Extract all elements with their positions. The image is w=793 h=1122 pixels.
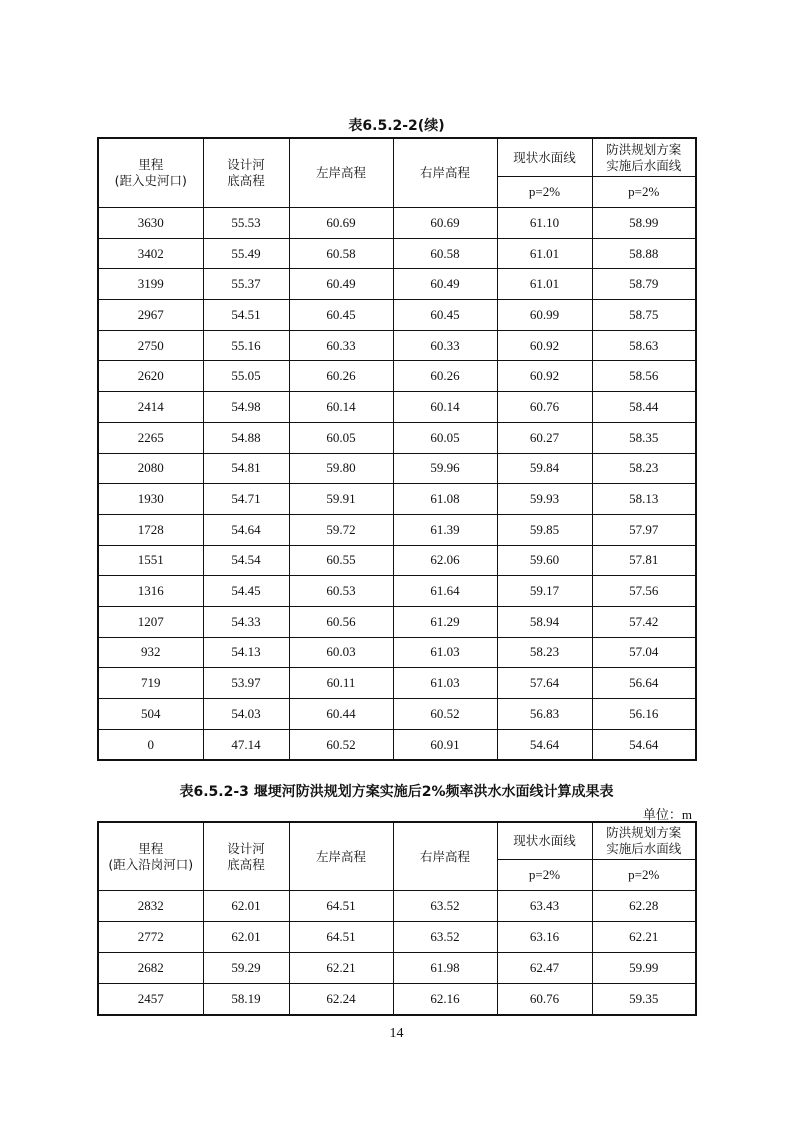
table-cell: 2265 [98, 422, 203, 453]
table-cell: 64.51 [289, 891, 393, 922]
table-cell: 54.81 [203, 453, 289, 484]
table-row [98, 361, 696, 392]
table-cell: 3630 [98, 208, 203, 239]
table-cell: 61.03 [393, 637, 497, 668]
table1 [97, 137, 697, 761]
table-cell: 60.14 [289, 392, 393, 423]
table-cell: 60.53 [289, 576, 393, 607]
table-cell: 60.14 [393, 392, 497, 423]
header-p-current: p=2% [497, 860, 592, 891]
table-cell: 58.88 [592, 238, 696, 269]
table-cell: 60.45 [393, 300, 497, 331]
table-cell: 58.23 [592, 453, 696, 484]
table-cell: 55.16 [203, 330, 289, 361]
table-cell: 0 [98, 729, 203, 760]
table-cell: 60.26 [289, 361, 393, 392]
table-cell: 58.35 [592, 422, 696, 453]
table-cell: 54.45 [203, 576, 289, 607]
table-cell: 61.10 [497, 208, 592, 239]
table-cell: 64.51 [289, 922, 393, 953]
table1-title: 表6.5.2-2(续) [348, 118, 445, 134]
table-cell: 54.33 [203, 606, 289, 637]
table-cell: 61.01 [497, 238, 592, 269]
table-cell: 60.26 [393, 361, 497, 392]
table-cell: 3402 [98, 238, 203, 269]
table-cell: 504 [98, 699, 203, 730]
table-cell: 59.91 [289, 484, 393, 515]
table-cell: 59.35 [592, 984, 696, 1016]
table-cell: 1551 [98, 545, 203, 576]
table-cell: 61.08 [393, 484, 497, 515]
table-cell: 3199 [98, 269, 203, 300]
table-cell: 58.19 [203, 984, 289, 1016]
header-p-plan: p=2% [592, 860, 696, 891]
table-cell: 60.49 [393, 269, 497, 300]
table-cell: 57.04 [592, 637, 696, 668]
header-mileage: 里程 (距入史河口) [98, 138, 203, 208]
table-cell: 59.72 [289, 514, 393, 545]
table-cell: 2772 [98, 922, 203, 953]
table-cell: 62.06 [393, 545, 497, 576]
table-cell: 62.16 [393, 984, 497, 1016]
table-cell: 60.03 [289, 637, 393, 668]
table-cell: 60.33 [393, 330, 497, 361]
table-cell: 62.28 [592, 891, 696, 922]
table-row [98, 484, 696, 515]
table-cell: 60.11 [289, 668, 393, 699]
table-cell: 53.97 [203, 668, 289, 699]
table-cell: 55.05 [203, 361, 289, 392]
table-row [98, 953, 696, 984]
table-cell: 61.64 [393, 576, 497, 607]
table-cell: 60.05 [393, 422, 497, 453]
table-cell: 59.85 [497, 514, 592, 545]
table-cell: 60.92 [497, 330, 592, 361]
table-cell: 63.43 [497, 891, 592, 922]
table-row [98, 208, 696, 239]
table-cell: 58.99 [592, 208, 696, 239]
table-cell: 58.75 [592, 300, 696, 331]
table-cell: 60.52 [289, 729, 393, 760]
table-cell: 54.64 [592, 729, 696, 760]
table-cell: 62.01 [203, 891, 289, 922]
table-cell: 1728 [98, 514, 203, 545]
table-row [98, 453, 696, 484]
table-cell: 57.81 [592, 545, 696, 576]
table-cell: 56.83 [497, 699, 592, 730]
header-right-bank: 右岸高程 [393, 822, 497, 891]
table-cell: 57.56 [592, 576, 696, 607]
table-row [98, 514, 696, 545]
table-cell: 54.98 [203, 392, 289, 423]
table-cell: 54.54 [203, 545, 289, 576]
table-cell: 932 [98, 637, 203, 668]
table-cell: 60.55 [289, 545, 393, 576]
table-row [98, 668, 696, 699]
table-cell: 47.14 [203, 729, 289, 760]
table-cell: 62.24 [289, 984, 393, 1016]
table-cell: 60.05 [289, 422, 393, 453]
table-cell: 61.03 [393, 668, 497, 699]
table-cell: 58.23 [497, 637, 592, 668]
table-cell: 60.33 [289, 330, 393, 361]
table-cell: 54.71 [203, 484, 289, 515]
table-cell: 60.27 [497, 422, 592, 453]
table-cell: 2414 [98, 392, 203, 423]
table-cell: 60.69 [393, 208, 497, 239]
table-cell: 63.52 [393, 891, 497, 922]
header-p-current: p=2% [497, 177, 592, 208]
table-cell: 60.44 [289, 699, 393, 730]
table-cell: 56.16 [592, 699, 696, 730]
table-cell: 58.63 [592, 330, 696, 361]
header-plan-level: 防洪规划方案 实施后水面线 [592, 138, 696, 177]
table-cell: 60.52 [393, 699, 497, 730]
table-cell: 59.80 [289, 453, 393, 484]
table-cell: 59.17 [497, 576, 592, 607]
table-cell: 54.51 [203, 300, 289, 331]
table-cell: 59.99 [592, 953, 696, 984]
table-row [98, 637, 696, 668]
table2-body [98, 891, 696, 1016]
table-cell: 60.92 [497, 361, 592, 392]
table-cell: 60.45 [289, 300, 393, 331]
table-cell: 63.52 [393, 922, 497, 953]
table-cell: 58.44 [592, 392, 696, 423]
table-cell: 59.29 [203, 953, 289, 984]
table-cell: 2832 [98, 891, 203, 922]
table-cell: 55.37 [203, 269, 289, 300]
table-cell: 60.49 [289, 269, 393, 300]
table-cell: 62.21 [592, 922, 696, 953]
table-cell: 60.76 [497, 392, 592, 423]
table-cell: 54.13 [203, 637, 289, 668]
header-plan-level: 防洪规划方案 实施后水面线 [592, 822, 696, 860]
table-cell: 58.13 [592, 484, 696, 515]
table2 [97, 821, 697, 1016]
table-cell: 2620 [98, 361, 203, 392]
table-cell: 58.56 [592, 361, 696, 392]
table-row [98, 922, 696, 953]
table-row [98, 729, 696, 760]
table-cell: 61.98 [393, 953, 497, 984]
table-cell: 2682 [98, 953, 203, 984]
table-cell: 57.64 [497, 668, 592, 699]
header-bed-elevation: 设计河 底高程 [203, 822, 289, 891]
table-row [98, 699, 696, 730]
header-p-plan: p=2% [592, 177, 696, 208]
table-cell: 2080 [98, 453, 203, 484]
table-row [98, 606, 696, 637]
header-mileage: 里程 (距入沿岗河口) [98, 822, 203, 891]
table-cell: 1316 [98, 576, 203, 607]
header-bed-elevation: 设计河 底高程 [203, 138, 289, 208]
table-cell: 57.97 [592, 514, 696, 545]
table-row [98, 422, 696, 453]
unit-label: 单位：m [642, 807, 692, 822]
table-cell: 60.58 [289, 238, 393, 269]
table2-title: 表6.5.2-3 堰埂河防洪规划方案实施后2%频率洪水水面线计算成果表 [179, 784, 614, 800]
table-cell: 56.64 [592, 668, 696, 699]
table-cell: 61.29 [393, 606, 497, 637]
table-cell: 60.91 [393, 729, 497, 760]
table-row [98, 891, 696, 922]
table-row [98, 238, 696, 269]
table-cell: 54.64 [497, 729, 592, 760]
table-cell: 59.96 [393, 453, 497, 484]
table-cell: 1930 [98, 484, 203, 515]
table-cell: 59.84 [497, 453, 592, 484]
table-cell: 1207 [98, 606, 203, 637]
table-row [98, 392, 696, 423]
table-cell: 63.16 [497, 922, 592, 953]
table-cell: 60.58 [393, 238, 497, 269]
table-cell: 58.79 [592, 269, 696, 300]
table-cell: 60.69 [289, 208, 393, 239]
table-row [98, 300, 696, 331]
table-cell: 58.94 [497, 606, 592, 637]
table-cell: 60.76 [497, 984, 592, 1016]
table-cell: 62.47 [497, 953, 592, 984]
table-cell: 54.64 [203, 514, 289, 545]
table-row [98, 330, 696, 361]
table-cell: 54.03 [203, 699, 289, 730]
header-current-level: 现状水面线 [497, 822, 592, 860]
table-row [98, 576, 696, 607]
table-cell: 54.88 [203, 422, 289, 453]
table-cell: 61.01 [497, 269, 592, 300]
table-cell: 60.56 [289, 606, 393, 637]
table-cell: 59.93 [497, 484, 592, 515]
header-left-bank: 左岸高程 [289, 138, 393, 208]
table-cell: 62.01 [203, 922, 289, 953]
header-left-bank: 左岸高程 [289, 822, 393, 891]
table-row [98, 545, 696, 576]
table-cell: 2967 [98, 300, 203, 331]
table-cell: 60.99 [497, 300, 592, 331]
table-cell: 61.39 [393, 514, 497, 545]
table-cell: 59.60 [497, 545, 592, 576]
page-number: 14 [389, 1026, 404, 1041]
table-cell: 719 [98, 668, 203, 699]
table-row [98, 984, 696, 1016]
table1-body [98, 208, 696, 761]
table-cell: 57.42 [592, 606, 696, 637]
table-cell: 55.53 [203, 208, 289, 239]
header-right-bank: 右岸高程 [393, 138, 497, 208]
header-current-level: 现状水面线 [497, 138, 592, 177]
table-cell: 2750 [98, 330, 203, 361]
table-cell: 62.21 [289, 953, 393, 984]
table-row [98, 269, 696, 300]
table-cell: 2457 [98, 984, 203, 1016]
table-cell: 55.49 [203, 238, 289, 269]
